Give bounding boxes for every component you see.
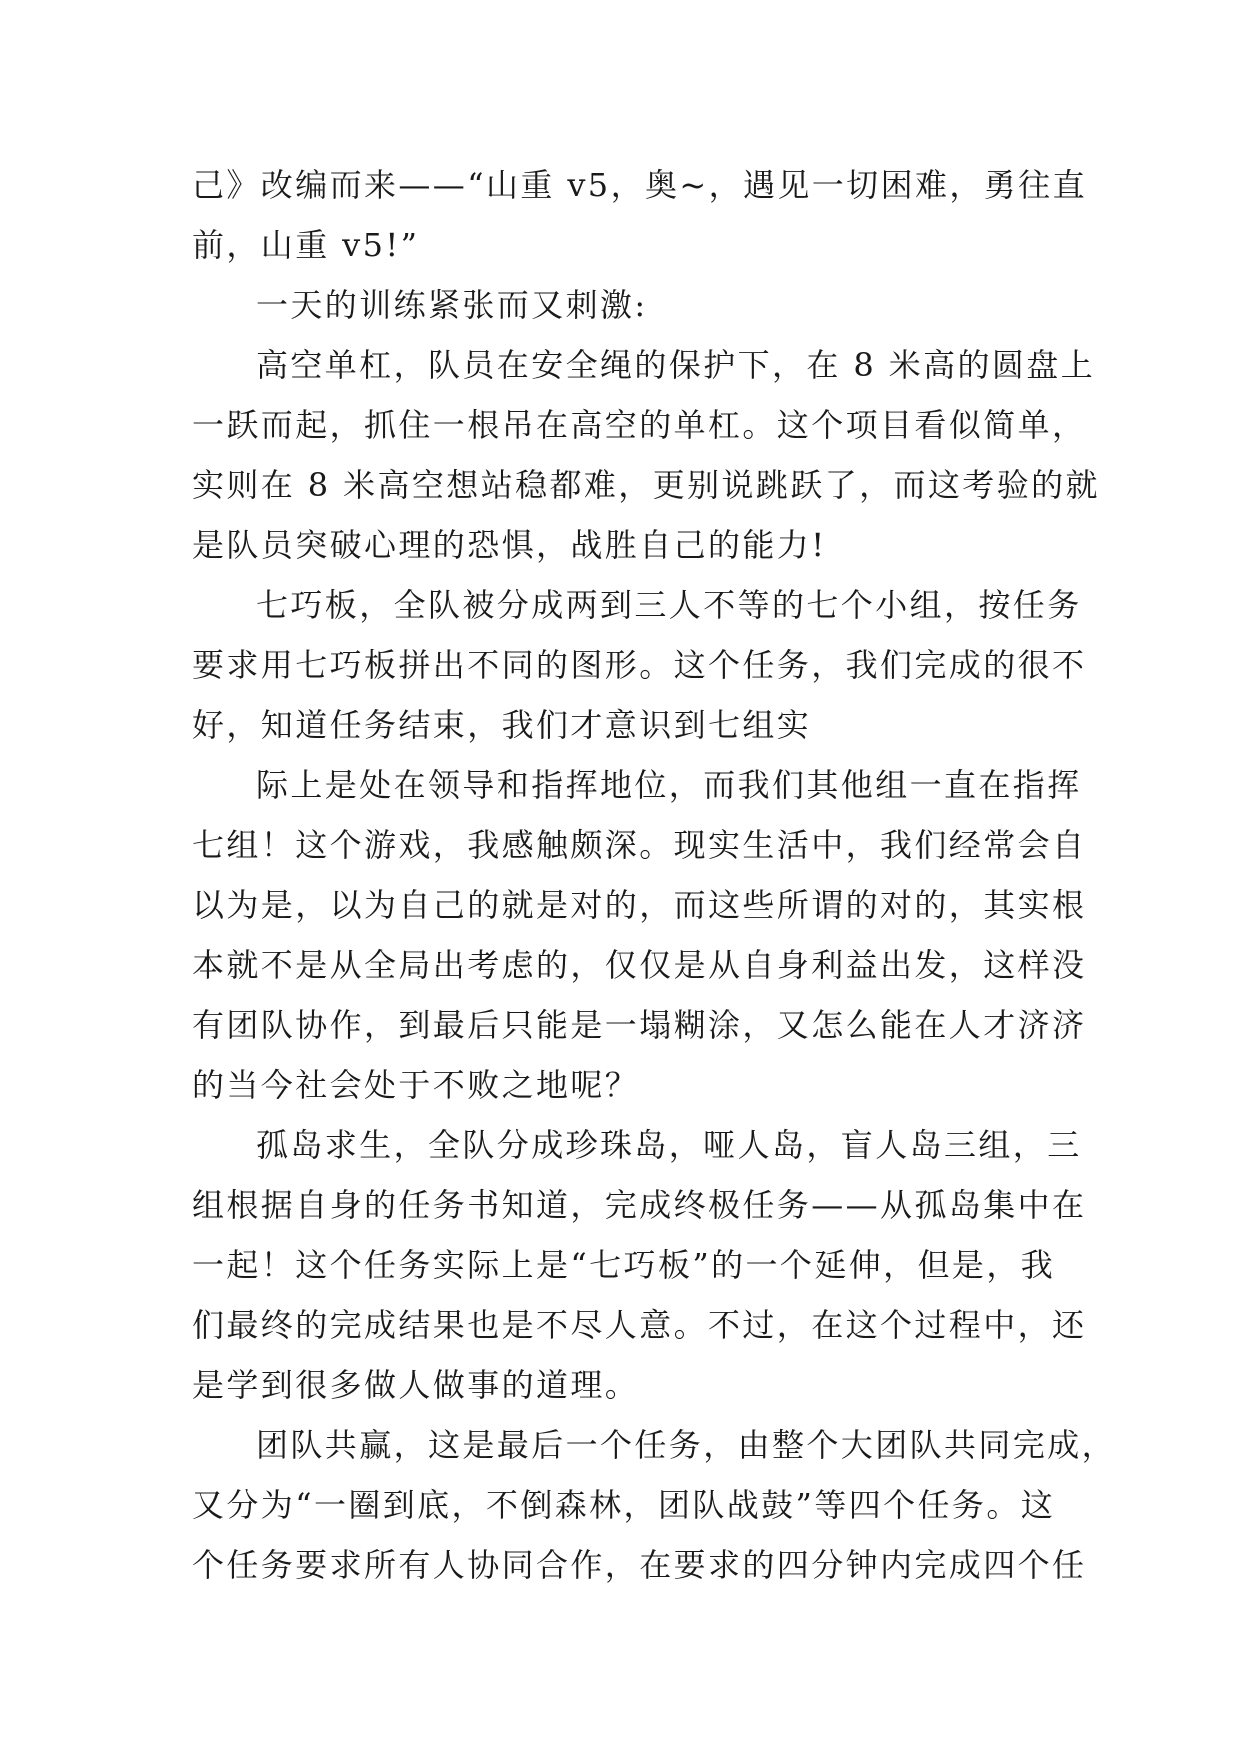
text-line: 们最终的完成结果也是不尽人意。不过，在这个过程中，还 <box>192 1306 1087 1344</box>
paragraph-start-line: 七巧板，全队被分成两到三人不等的七个小组，按任务 <box>256 586 1082 624</box>
text-line: 又分为“一圈到底，不倒森林，团队战鼓”等四个任务。这 <box>192 1486 1056 1524</box>
text-line: 前，山重 v5!” <box>192 226 420 264</box>
document-body <box>192 155 1117 1595</box>
text-line: 以为是，以为自己的就是对的，而这些所谓的对的，其实根 <box>192 886 1087 924</box>
text-line: 一起！这个任务实际上是“七巧板”的一个延伸，但是，我 <box>192 1246 1056 1284</box>
text-line: 的当今社会处于不败之地呢？ <box>192 1066 640 1104</box>
text-line: 有团队协作，到最后只能是一塌糊涂，又怎么能在人才济济 <box>192 1006 1087 1044</box>
text-line: 好，知道任务结束，我们才意识到七组实 <box>192 706 812 744</box>
text-line: 要求用七巧板拼出不同的图形。这个任务，我们完成的很不 <box>192 646 1087 684</box>
text-line: 实则在 8 米高空想站稳都难，更别说跳跃了，而这考验的就 <box>192 466 1100 504</box>
text-line: 是学到很多做人做事的道理。 <box>192 1366 640 1404</box>
text-line: 己》改编而来——“山重 v5，奥~，遇见一切困难，勇往直 <box>192 166 1087 204</box>
paragraph-start-line: 孤岛求生，全队分成珍珠岛，哑人岛，盲人岛三组，三 <box>256 1126 1082 1164</box>
text-line: 个任务要求所有人协同合作，在要求的四分钟内完成四个任 <box>192 1546 1087 1584</box>
paragraph-start-line: 团队共赢，这是最后一个任务，由整个大团队共同完成， <box>256 1426 1117 1464</box>
text-line: 七组！这个游戏，我感触颇深。现实生活中，我们经常会自 <box>192 826 1087 864</box>
text-line: 本就不是从全局出考虑的，仅仅是从自身利益出发，这样没 <box>192 946 1087 984</box>
paragraph-start-line: 际上是处在领导和指挥地位，而我们其他组一直在指挥 <box>256 766 1082 804</box>
text-line: 组根据自身的任务书知道，完成终极任务——从孤岛集中在 <box>192 1186 1087 1224</box>
paragraph-start-line: 高空单杠，队员在安全绳的保护下，在 8 米高的圆盘上 <box>256 346 1096 384</box>
text-line: 是队员突破心理的恐惧，战胜自己的能力! <box>192 526 827 564</box>
text-line: 一跃而起，抓住一根吊在高空的单杠。这个项目看似简单， <box>192 406 1087 444</box>
paragraph-start-line: 一天的训练紧张而又刺激: <box>256 286 648 324</box>
